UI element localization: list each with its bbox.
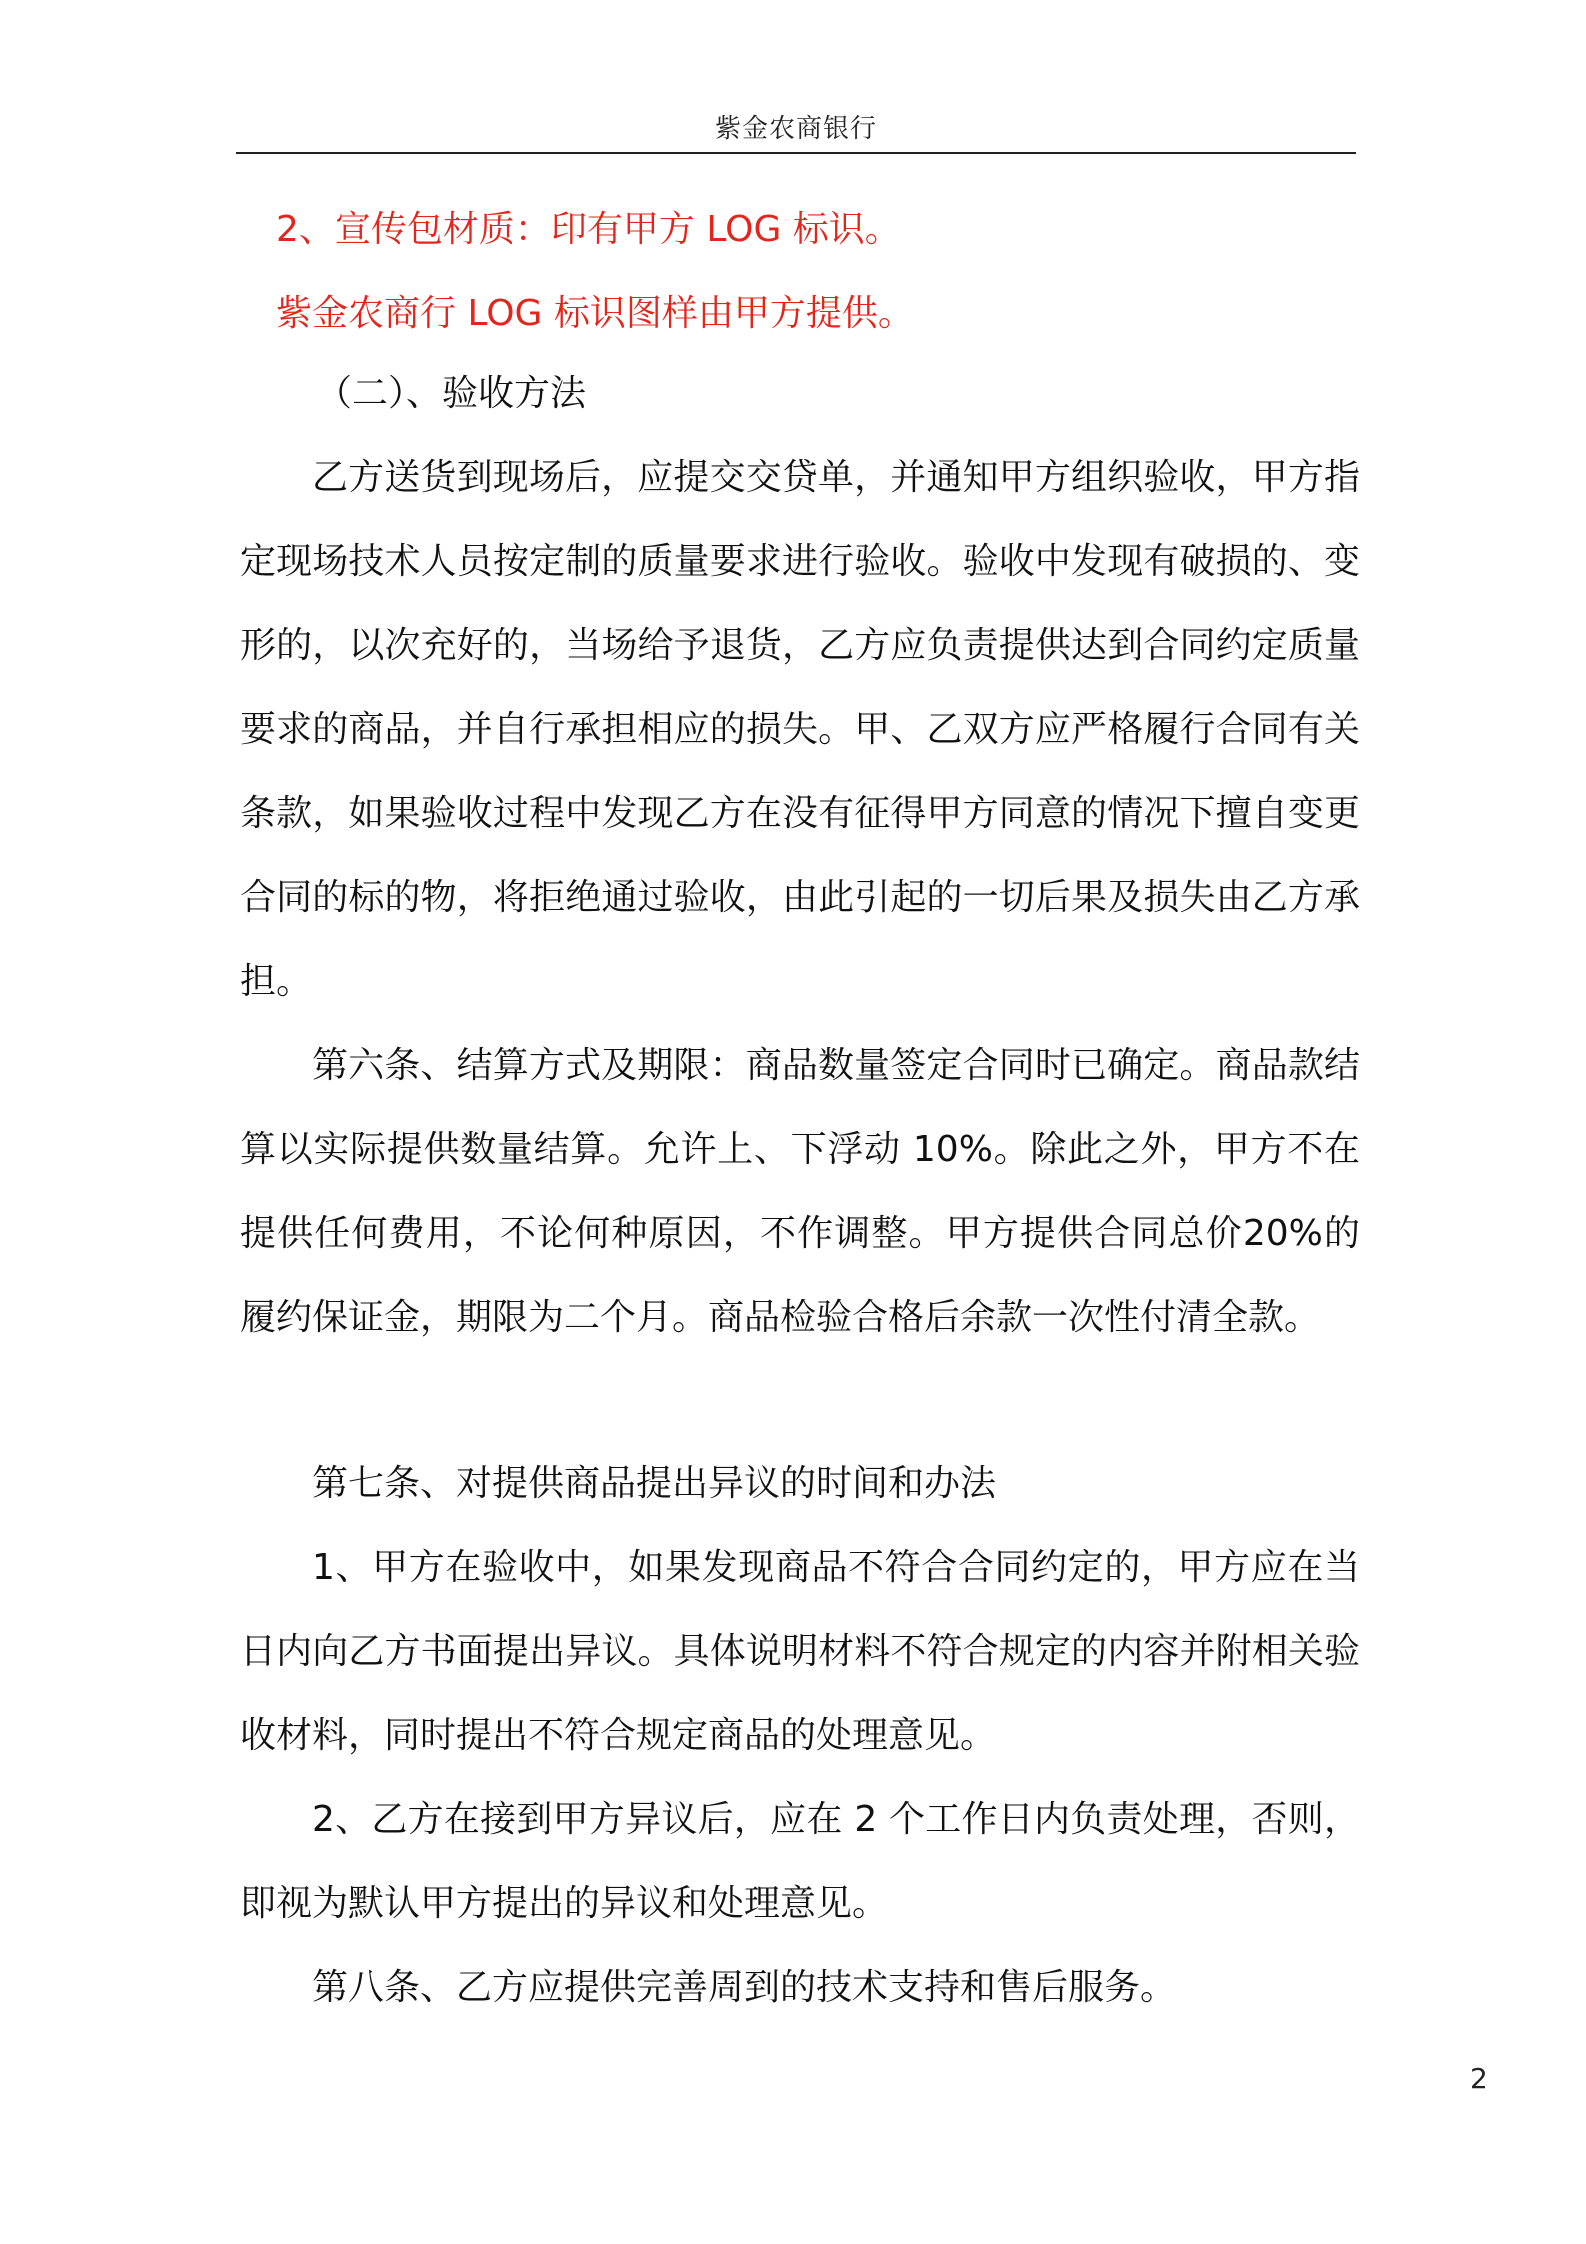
- paragraph-objection-one: 1、甲方在验收中，如果发现商品不符合合同约定的，甲方应在当日内向乙方书面提出异议。具体说明材料不符合规定的内容并附相关验收材料，同时提出不符合规定商品的处理意见。: [240, 1547, 1360, 1756]
- paragraph-logo-sample: 紫金农商行 LOG 标识图样由甲方提供。: [276, 293, 914, 334]
- paragraph-acceptance-body: 乙方送货到现场后，应提交交贷单，并通知甲方组织验收，甲方指定现场技术人员按定制的质量要求进行验收。验收中发现有破损的、变形的，以次充好的，当场给予退货，乙方应负责提供达到合同约定质量要求的商品，并自行承担相应的损失。甲、乙双方应严格履行合同有关条款，如果验收过程中发现乙方在没有征得甲方同意的情况下擅自变更合同的标的物，将拒绝通过验收，由此引起的一切后果及损失由乙方承担。: [240, 457, 1360, 1002]
- page-number: 2: [1470, 2062, 1488, 2095]
- page-header: 紫金农商银行: [714, 114, 877, 144]
- paragraph-article-six: 第六条、结算方式及期限：商品数量签定合同时已确定。商品款结算以实际提供数量结算。允许上、下浮动 10%。除此之外，甲方不在提供任何费用，不论何种原因，不作调整。甲方提供合同总价20%的履约保证金，期限为二个月。商品检验合格后余款一次性付清全款。: [240, 1045, 1360, 1338]
- paragraph-acceptance-heading: （二）、验收方法: [316, 373, 587, 414]
- paragraph-objection-two: 2、乙方在接到甲方异议后，应在 2 个工作日内负责处理，否则，即视为默认甲方提出的异议和处理意见。: [240, 1799, 1360, 1924]
- paragraph-material: 2、宣传包材质：印有甲方 LOG 标识。: [276, 209, 901, 250]
- paragraph-article-eight: 第八条、乙方应提供完善周到的技术支持和售后服务。: [312, 1967, 1177, 2008]
- header-rule: [236, 152, 1356, 154]
- paragraph-article-seven: 第七条、对提供商品提出异议的时间和办法: [312, 1463, 997, 1504]
